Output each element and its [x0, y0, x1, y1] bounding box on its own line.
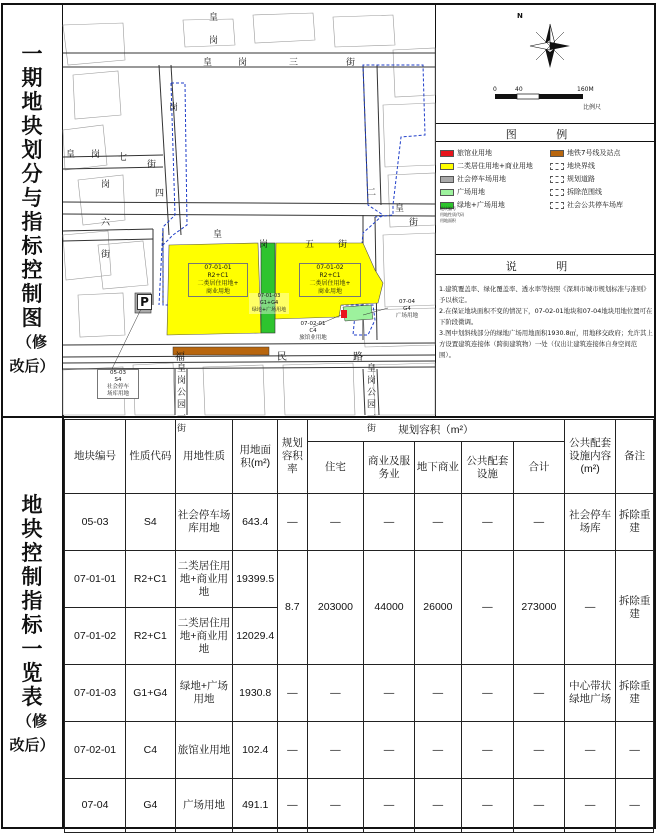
parcel-label-07-04: 07-04 G4 广场用地: [395, 299, 418, 319]
table-cell: G4: [126, 779, 176, 833]
title-char: 制: [21, 565, 43, 589]
table-cell: —: [414, 722, 461, 779]
legend-left: [440, 148, 550, 210]
table-cell: 203000: [307, 551, 364, 665]
scale-bar: [495, 94, 605, 100]
street-label: 皇: [209, 13, 219, 23]
table-cell: —: [307, 665, 364, 722]
street-label: 岗: [91, 150, 101, 160]
street-label: 六: [101, 218, 111, 228]
table-cell: —: [414, 779, 461, 833]
street-label: 四: [155, 189, 165, 199]
table-cell: —: [278, 779, 308, 833]
header-capacity: 规划容积（m²）: [307, 420, 564, 442]
table-cell: 273000: [513, 551, 564, 665]
legend-swatch: [550, 163, 564, 170]
table-cell: 拆除重建: [616, 551, 654, 665]
north-label: N: [517, 12, 523, 20]
legend-label: 二类居住用地+商业用地: [457, 162, 533, 170]
table-cell: —: [565, 551, 616, 665]
table-cell: G1+G4: [126, 665, 176, 722]
legend-label: 广场用地: [457, 188, 485, 196]
table-cell: —: [461, 779, 513, 833]
street-label: 福: [175, 352, 185, 363]
table-cell: —: [414, 494, 461, 551]
table-cell: 中心带状绿地广场: [565, 665, 616, 722]
header-underground: 地下商业: [414, 442, 461, 494]
notes-body: [439, 284, 653, 361]
legend-item: [440, 148, 550, 158]
title-char: 标: [21, 613, 43, 637]
table-cell: 643.4: [233, 494, 278, 551]
street-label: 街: [147, 160, 157, 170]
table-cell: 491.1: [233, 779, 278, 833]
table-cell: S4: [126, 494, 176, 551]
table-cell: —: [513, 779, 564, 833]
table-cell: —: [364, 665, 415, 722]
header-code: 地块编号: [65, 420, 126, 494]
header-far: 规划容积率: [278, 420, 308, 494]
table-cell: R2+C1: [126, 551, 176, 608]
title-char: 一: [21, 637, 43, 661]
legend-swatch: [550, 189, 564, 196]
legend-label: 地块界线: [567, 162, 595, 170]
table-row: [65, 722, 654, 779]
header-nature: 用地性质: [175, 420, 233, 494]
table-cell: 12029.4: [233, 608, 278, 665]
header-total: 合计: [513, 442, 564, 494]
legend-swatch: [440, 176, 454, 183]
table-cell: 07-01-03: [65, 665, 126, 722]
title-char: 图: [21, 306, 43, 330]
street-label: 皇: [213, 230, 223, 240]
legend-label: 规划道路: [567, 175, 595, 183]
table-cell: 二类居住用地+商业用地: [175, 551, 233, 608]
header-residential: 住宅: [307, 442, 364, 494]
legend-label: 拆除范围线: [567, 188, 602, 196]
street-label: 岗: [169, 103, 179, 113]
table-cell: —: [565, 722, 616, 779]
street-label: 民: [277, 352, 287, 363]
legend-swatch: [440, 150, 454, 157]
table-cell: —: [414, 665, 461, 722]
note-line: 1.建筑覆盖率、绿化覆盖率、透水率等按照《深圳市城市规划标准与准则》予以核定。: [439, 285, 650, 304]
legend-label: 地铁7号线及站点: [567, 149, 621, 157]
parcel-label-07-01-01: 07-01-01 R2+C1 二类居住用地+ 商业用地: [188, 263, 248, 297]
title-char: 指: [21, 210, 43, 234]
parcel-label-07-02-01: 07-02-01 C4 旅馆业用地: [299, 321, 327, 341]
table-cell: —: [307, 494, 364, 551]
title-char: （修: [16, 333, 47, 351]
table-cell: —: [461, 665, 513, 722]
table-cell: —: [278, 722, 308, 779]
table-cell: —: [461, 722, 513, 779]
title-char: 分: [21, 162, 43, 186]
legend-item: [550, 148, 654, 158]
table-cell: R2+C1: [126, 608, 176, 665]
title-char: 与: [21, 186, 43, 210]
table-cell: 社会停车场库用地: [175, 494, 233, 551]
title-char: 览: [21, 661, 43, 685]
frame-divider-horizontal: [1, 416, 656, 418]
legend-item: [550, 161, 654, 171]
title-char: 期: [21, 66, 43, 90]
map-canvas: [63, 5, 435, 415]
street-label: 岗: [209, 36, 219, 46]
table-row: [65, 494, 654, 551]
header-facility: 公共配套设施内容(m²): [565, 420, 616, 494]
table-cell: C4: [126, 722, 176, 779]
table-section-title: [4, 430, 60, 820]
title-char: 地: [21, 90, 43, 114]
legend-swatch: [440, 163, 454, 170]
legend-item: [550, 200, 654, 210]
header-area: 用地面积(m²): [233, 420, 278, 494]
table-cell: 拆除重建: [616, 494, 654, 551]
parcel-label-05-03: 05-03 S4 社会停车 场库用地: [97, 369, 139, 399]
table-cell: 26000: [414, 551, 461, 665]
table-cell: 拆除重建: [616, 665, 654, 722]
notes-title: 说 明: [505, 260, 586, 273]
title-char: 改后）: [9, 736, 55, 754]
table-cell: —: [278, 494, 308, 551]
parcel-label-07-01-03: 07-01-03 G1+G4 绿地+广场用地: [249, 293, 289, 314]
table-cell: —: [616, 722, 654, 779]
header-commercial: 商业及服务业: [364, 442, 415, 494]
title-char: 控: [21, 541, 43, 565]
title-char: （修: [16, 712, 47, 730]
title-char: 划: [21, 138, 43, 162]
header-nature-code: 性质代码: [126, 420, 176, 494]
street-label: 皇: [395, 204, 405, 214]
table-cell: —: [307, 779, 364, 833]
table-cell: 07-01-01: [65, 551, 126, 608]
table-row: [65, 779, 654, 833]
table-cell: 旅馆业用地: [175, 722, 233, 779]
street-label: 七: [118, 153, 128, 163]
table-cell: —: [513, 722, 564, 779]
table-row: [65, 665, 654, 722]
table-cell: 8.7: [278, 551, 308, 665]
title-char: 块: [21, 114, 43, 138]
plan-map: [63, 5, 435, 434]
table-cell: —: [278, 665, 308, 722]
table-cell: —: [513, 494, 564, 551]
street-label: 三: [289, 58, 299, 68]
street-label-park-right: 皇 岗 公 园 一 街: [367, 364, 377, 434]
legend-item: [440, 187, 550, 197]
title-char: 指: [21, 589, 43, 613]
street-label: 岗: [259, 240, 269, 250]
scale-label: 0: [493, 86, 497, 93]
table-cell: 社会停车场库: [565, 494, 616, 551]
legend-item: [550, 174, 654, 184]
table-cell: —: [461, 551, 513, 665]
legend-swatch: [550, 202, 564, 209]
legend-label: 社会公共停车场库: [567, 201, 623, 209]
table-cell: —: [364, 779, 415, 833]
table-cell: 44000: [364, 551, 415, 665]
street-label: 街: [338, 240, 348, 250]
street-label-park-left: 皇 岗 公 园 一 街: [177, 364, 187, 434]
street-label: 五: [305, 240, 315, 250]
table-cell: —: [364, 722, 415, 779]
legend-small-key: 地块编号 用地性质代码 用地面积: [440, 206, 464, 223]
table-cell: —: [364, 494, 415, 551]
title-char: 控: [21, 258, 43, 282]
legend-label: 绿地+广场用地: [457, 201, 505, 209]
indicator-table: [64, 419, 654, 833]
scale-caption: 比例尺: [583, 104, 602, 111]
parking-icon: P: [137, 294, 152, 310]
table-cell: 二类居住用地+商业用地: [175, 608, 233, 665]
table-cell: —: [461, 494, 513, 551]
table-cell: 1930.8: [233, 665, 278, 722]
street-label: 街: [101, 250, 111, 260]
note-line: 2.在保证地块面积不变的情况下，07-02-01地块和07-04地块用地位置可在下阶段微调。: [439, 307, 653, 326]
title-char: 改后）: [9, 357, 55, 375]
header-public: 公共配套设施: [461, 442, 513, 494]
scale-label: 40: [515, 86, 523, 93]
table-cell: 广场用地: [175, 779, 233, 833]
legend-title: 图 例: [505, 128, 586, 141]
legend-swatch: [440, 189, 454, 196]
header-remark: 备注: [616, 420, 654, 494]
table-cell: —: [565, 779, 616, 833]
legend-item: [550, 187, 654, 197]
title-char: 一: [21, 42, 43, 66]
table-cell: —: [616, 779, 654, 833]
legend-swatch: [550, 150, 564, 157]
legend-item: [440, 174, 550, 184]
note-line: 3.图中划斜线部分的绿地广场用地面积1930.8㎡，用地移交政府；允许其上方设置建筑连接体（跨街建筑物）一处（仅出让建筑连接体自身空间范围）。: [439, 329, 653, 359]
title-char: 块: [21, 517, 43, 541]
street-label: 岗: [101, 180, 111, 190]
table-cell: 07-04: [65, 779, 126, 833]
legend-label: 旅馆业用地: [457, 149, 492, 157]
title-char: 制: [21, 282, 43, 306]
street-label: 皇: [66, 150, 76, 160]
table-cell: 绿地+广场用地: [175, 665, 233, 722]
street-label: 二: [367, 188, 377, 198]
table-cell: —: [307, 722, 364, 779]
map-section-title: [4, 20, 60, 400]
parcel-label-07-01-02: 07-01-02 R2+C1 二类居住用地+ 商业用地: [299, 263, 361, 297]
legend-right: [550, 148, 654, 210]
table-cell: 07-02-01: [65, 722, 126, 779]
table-cell: 05-03: [65, 494, 126, 551]
table-cell: 19399.5: [233, 551, 278, 608]
legend-swatch: [550, 176, 564, 183]
street-label: 岗: [238, 58, 248, 68]
title-char: 标: [21, 234, 43, 258]
street-label: 皇: [203, 58, 213, 68]
parcel-07-01-03: [261, 243, 275, 333]
table-cell: 102.4: [233, 722, 278, 779]
table-cell: —: [513, 665, 564, 722]
metro-line-7: [173, 347, 269, 355]
title-char: 表: [21, 685, 43, 709]
parcel-07-04: [343, 305, 373, 321]
legend-item: [440, 161, 550, 171]
legend-label: 社会停车场用地: [457, 175, 506, 183]
parcel-07-02-01: [341, 310, 347, 318]
road-lines: [63, 53, 435, 415]
table-row: [65, 551, 654, 608]
street-label: 路: [353, 352, 363, 363]
title-char: 地: [21, 493, 43, 517]
north-arrow-icon: [528, 22, 572, 72]
scale-label: 160M: [577, 86, 594, 93]
street-label: 街: [409, 218, 419, 228]
table-cell: 07-01-02: [65, 608, 126, 665]
street-label: 街: [346, 58, 356, 68]
